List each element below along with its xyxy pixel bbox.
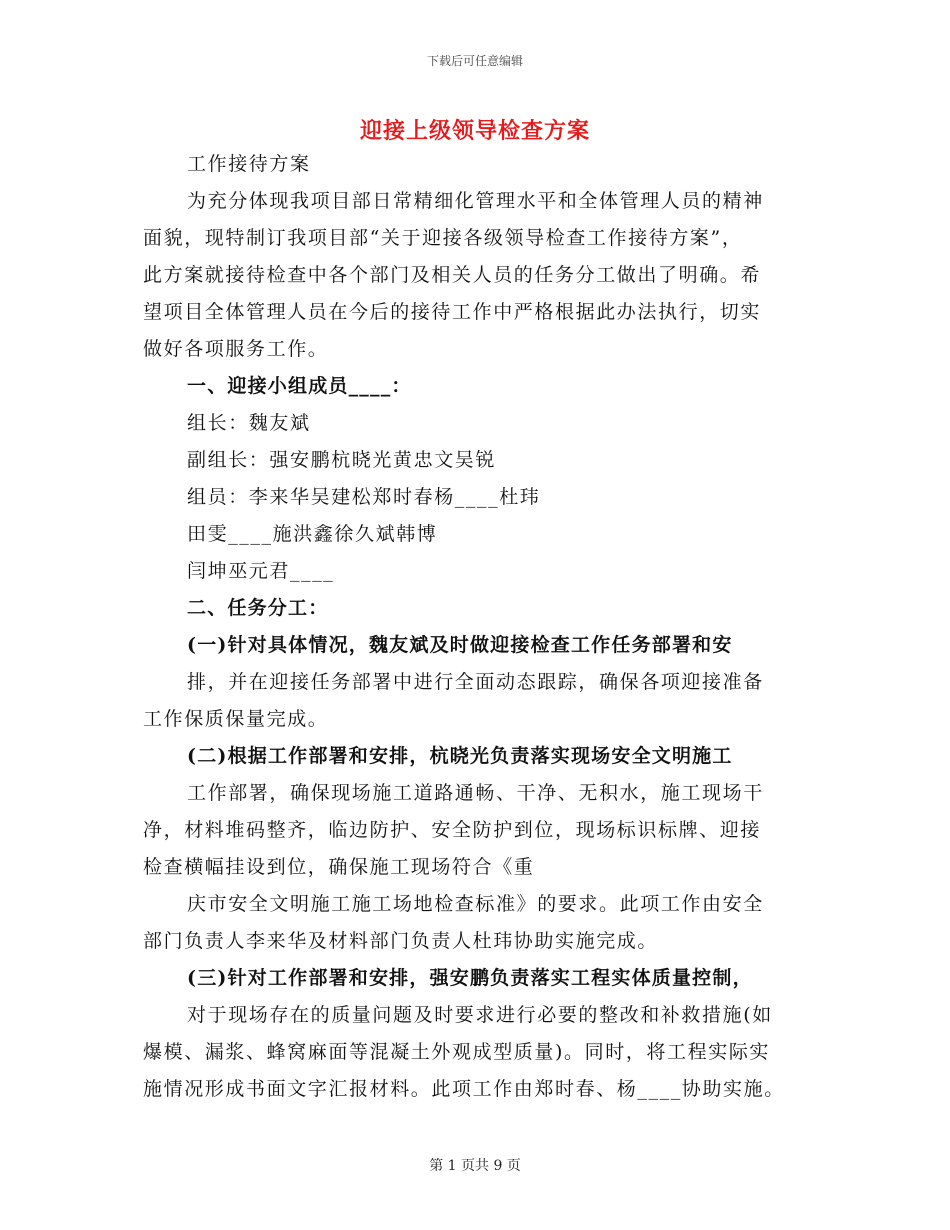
- paragraph-line: 庆市安全文明施工施工场地检查标准》的要求。此项工作由安全: [187, 893, 764, 915]
- paragraph-line: 望项目全体管理人员在今后的接待工作中严格根据此办法执行，切实: [143, 301, 762, 323]
- task-heading-3: (三)针对工作部署和安排，强安鹏负责落实工程实体质量控制，: [187, 967, 753, 989]
- paragraph-line: 检查横幅挂设到位，确保施工现场符合《重: [143, 856, 535, 878]
- paragraph-line: 工作保质保量完成。: [143, 708, 329, 730]
- task-heading-1: (一)针对具体情况，魏友斌及时做迎接检查工作任务部署和安: [187, 634, 733, 656]
- member-leader: 组长：魏友斌: [187, 412, 311, 434]
- paragraph-line: 为充分体现我项目部日常精细化管理水平和全体管理人员的精神: [187, 190, 764, 212]
- section-heading-reception: 工作接待方案: [187, 153, 311, 175]
- paragraph-line: 部门负责人李来华及材料部门负责人杜玮协助实施完成。: [143, 930, 659, 952]
- document-title: 迎接上级领导检查方案: [359, 118, 590, 144]
- paragraph-line: 做好各项服务工作。: [143, 338, 329, 360]
- paragraph-line: 排，并在迎接任务部署中进行全面动态跟踪，确保各项迎接准备: [187, 671, 764, 693]
- section-heading-members: 一、迎接小组成员____：: [187, 375, 412, 397]
- member-deputy: 副组长：强安鹏杭晓光黄忠文吴锐: [187, 449, 497, 471]
- member-list: 田雯____施洪鑫徐久斌韩博: [187, 523, 438, 545]
- paragraph-line: 工作部署，确保现场施工道路通畅、干净、无积水，施工现场干: [187, 782, 764, 804]
- paragraph-line: 此方案就接待检查中各个部门及相关人员的任务分工做出了明确。希: [143, 264, 762, 286]
- paragraph-line: 面貌，现特制订我项目部“关于迎接各级领导检查工作接待方案”，: [143, 227, 743, 249]
- header-note: 下载后可任意编辑: [426, 54, 523, 68]
- paragraph-line: 施情况形成书面文字汇报材料。此项工作由郑时春、杨____协助实施。: [143, 1078, 785, 1100]
- paragraph-line: 对于现场存在的质量问题及时要求进行必要的整改和补救措施(如: [187, 1004, 773, 1026]
- paragraph-line: 爆模、漏浆、蜂窝麻面等混凝土外观成型质量)。同时，将工程实际实: [143, 1041, 771, 1063]
- page-number: 第 1 页共 9 页: [429, 1158, 521, 1174]
- paragraph-line: 净，材料堆码整齐，临边防护、安全防护到位，现场标识标牌、迎接: [143, 819, 762, 841]
- member-list: 闫坤巫元君____: [187, 560, 335, 582]
- member-list: 组员：李来华吴建松郑时春杨____杜玮: [187, 486, 541, 508]
- section-heading-tasks: 二、任务分工：: [187, 597, 329, 619]
- task-heading-2: (二)根据工作部署和安排，杭晓光负责落实现场安全文明施工: [187, 745, 733, 767]
- document-body: [143, 146, 803, 1108]
